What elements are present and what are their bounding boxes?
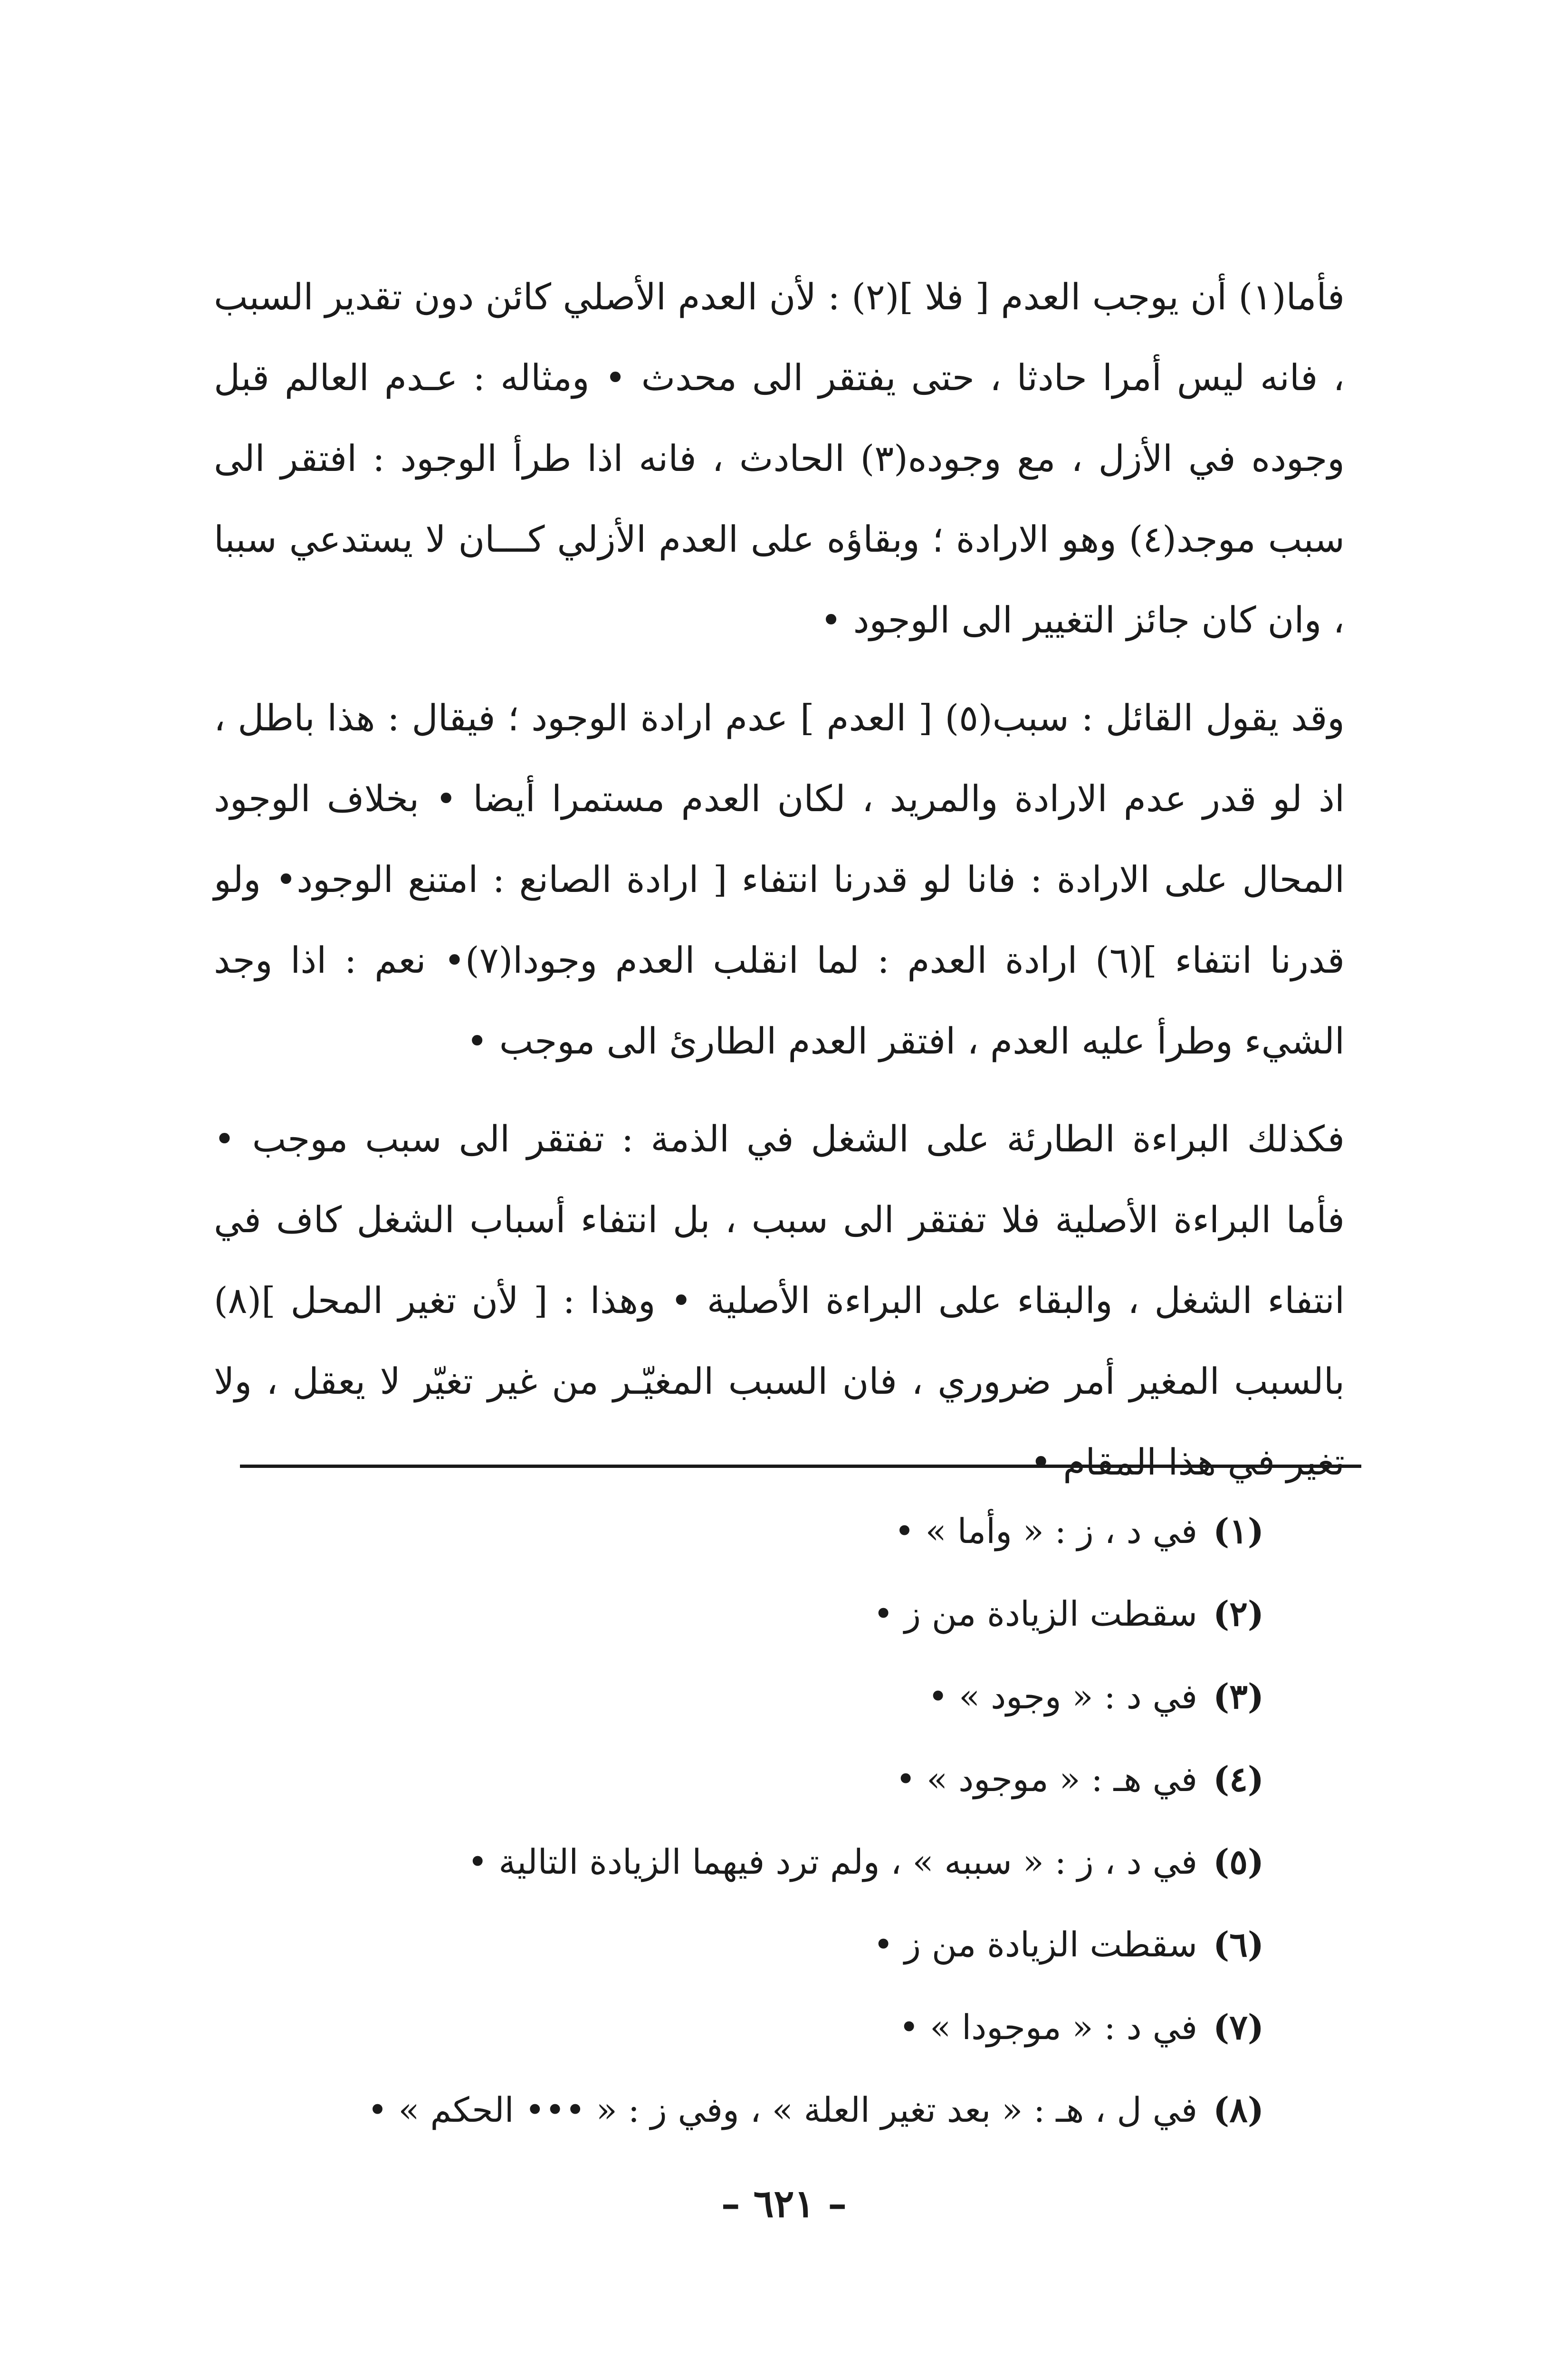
paragraph-1: فأما(١) أن يوجب العدم [ فلا ](٢) : لأن العدم الأصلي كائن دون تقدير السبب ، فانه ليس أمرا حادثا ، حتى يفتقر الى محدث • ومثاله : عـدم العالم قبل وجوده في الأزل ، مع وجوده(٣) الحادث ، فانه اذا طرأ الوجود : افتقر الى سبب موجد(٤) وهو الارادة ؛ وبقاؤه على العدم الأزلي كـــان لا يستدعي سببا ، وان كان جائز التغيير الى الوجود • xyxy=(214,276,1345,641)
footnote-number: (٨) xyxy=(1213,2089,1264,2130)
footnote-text: في ل ، هـ : « بعد تغير العلة » ، وفي ز : « ••• الحكم » • xyxy=(367,2090,1197,2130)
footnotes-list xyxy=(219,1490,1264,2151)
footnote-item xyxy=(219,1903,1264,1986)
footnote-text: في هـ : « موجود » • xyxy=(895,1759,1197,1799)
footnote-text: في د : « وجود » • xyxy=(927,1677,1197,1716)
paragraph-2: وقد يقول القائل : سبب(٥) [ العدم ] عدم ارادة الوجود ؛ فيقال : هذا باطل ، اذ لو قدر عدم الارادة والمريد ، لكان العدم مستمرا أيضا • بخلاف الوجود المحال على الارادة : فانا لو قدرنا انتفاء [ ارادة الصانع : امتنع الوجود• ولو قدرنا انتفاء ](٦) ارادة العدم : لما انقلب العدم وجودا(٧)• نعم : اذا وجد الشيء وطرأ عليه العدم ، افتقر العدم الطارئ الى موجب • xyxy=(214,697,1345,1062)
footnote-text: سقطت الزيادة من ز • xyxy=(873,1925,1197,1964)
page-number: – ٦٢١ – xyxy=(721,2181,847,2226)
footnote-divider xyxy=(240,1465,1361,1468)
footnote-item xyxy=(219,1738,1264,1820)
footnote-item xyxy=(219,1572,1264,1655)
footnote-text: في د : « موجودا » • xyxy=(899,2007,1197,2047)
footnote-item xyxy=(219,1986,1264,2069)
footnote-number: (٤) xyxy=(1213,1759,1264,1799)
footnote-number: (٧) xyxy=(1213,2007,1264,2047)
footnote-item xyxy=(219,1820,1264,1903)
footnote-number: (٦) xyxy=(1213,1924,1264,1964)
footnote-number: (٢) xyxy=(1213,1593,1264,1634)
footnote-number: (٣) xyxy=(1213,1676,1264,1716)
footnote-item xyxy=(219,1655,1264,1738)
footnote-item xyxy=(219,2069,1264,2151)
paragraph-3: فكذلك البراءة الطارئة على الشغل في الذمة : تفتقر الى سبب موجب • فأما البراءة الأصلية فلا تفتقر الى سبب ، بل انتفاء أسباب الشغل كاف في انتفاء الشغل ، والبقاء على البراءة الأصلية • وهذا : [ لأن تغير المحل ](٨) بالسبب المغير أمر ضروري ، فان السبب المغيّـر من غير تغيّر لا يعقل ، ولا تغير في هذا المقام • xyxy=(214,1118,1345,1483)
footnote-number: (١) xyxy=(1213,1511,1264,1551)
footnote-item xyxy=(219,1490,1264,1572)
footnote-number: (٥) xyxy=(1213,1841,1264,1882)
footnote-text: سقطت الزيادة من ز • xyxy=(873,1594,1197,1634)
footnote-text: في د ، ز : « سببه » ، ولم ترد فيهما الزيادة التالية • xyxy=(467,1842,1197,1882)
main-text-body xyxy=(214,257,1345,1520)
footnote-text: في د ، ز : « وأما » • xyxy=(894,1511,1197,1551)
